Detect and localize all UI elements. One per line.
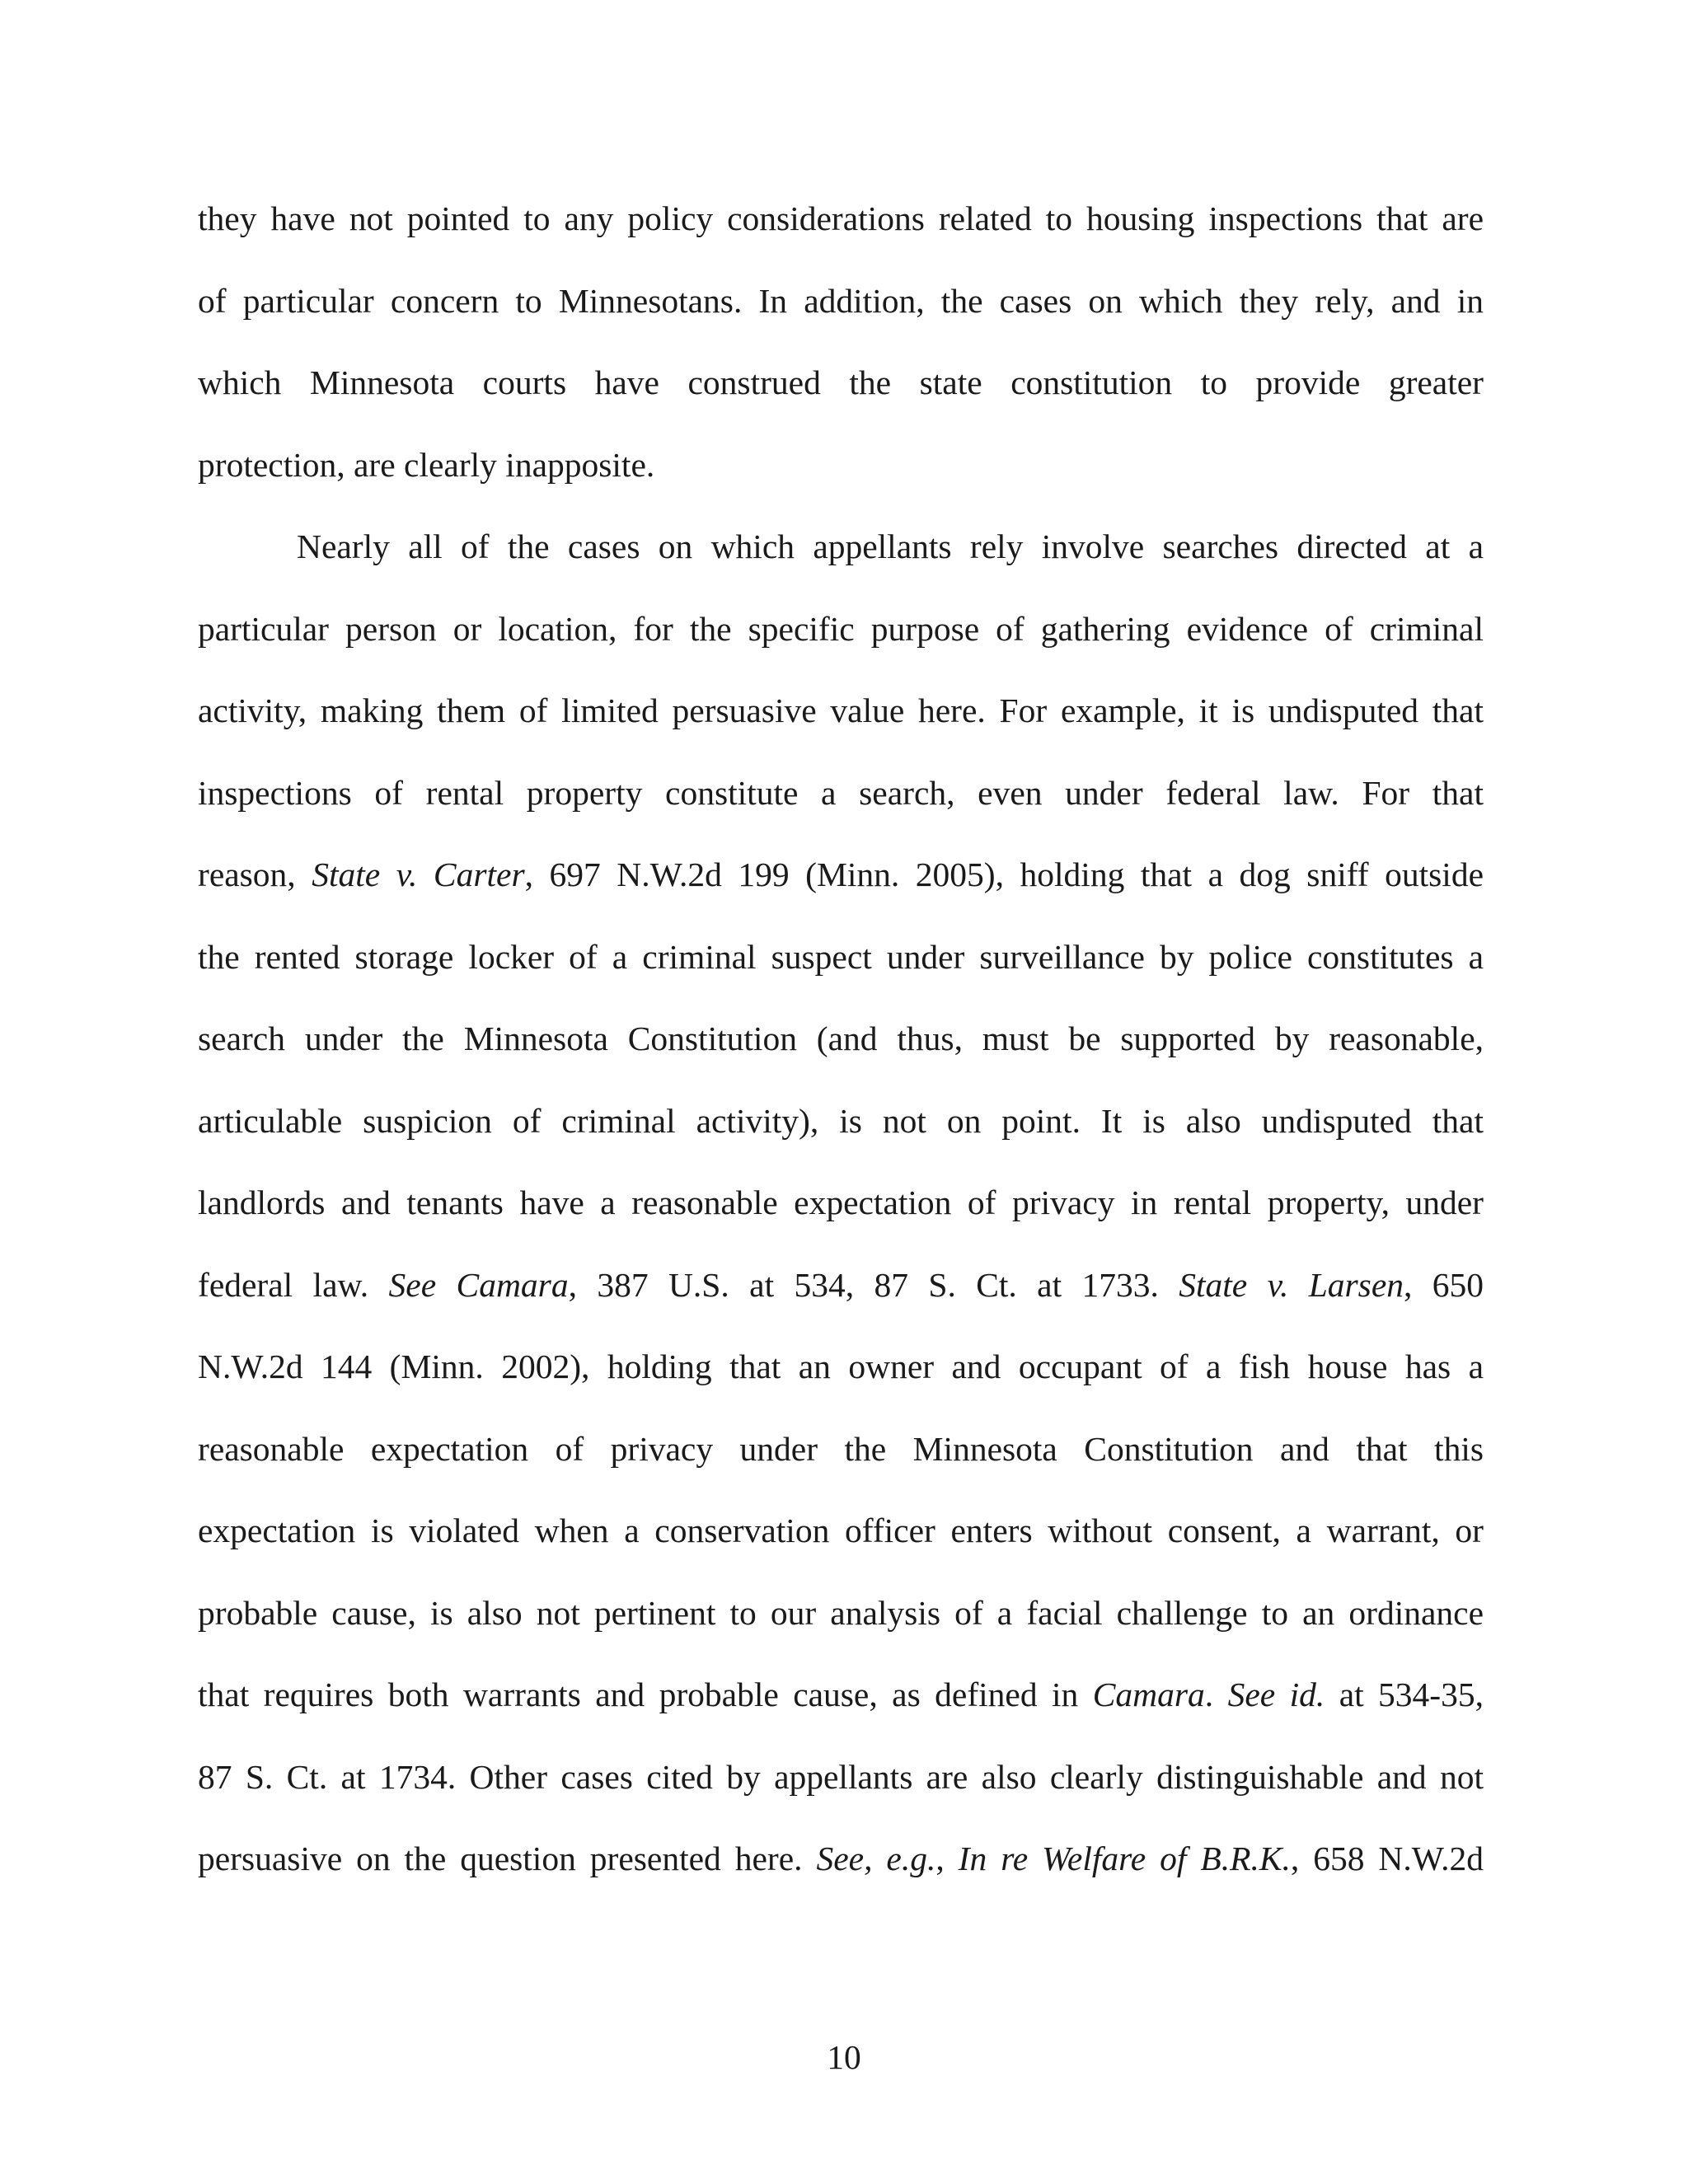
- body-text-segment: federal law.: [198, 1265, 389, 1304]
- page-number: 10: [827, 2038, 861, 2076]
- body-text-segment: persuasive on the question presented here.: [198, 1840, 817, 1877]
- text-line: [198, 768, 1484, 851]
- body-text-segment: of particular concern to Minnesotans. In addition, the cases on which they rely, and in: [198, 281, 1484, 320]
- body-text-segment: which Minnesota courts have construed the state constitution to provide greater: [198, 363, 1484, 401]
- body-text-segment: .: [1204, 1675, 1228, 1713]
- text-line: [198, 1752, 1484, 1835]
- body-text-segment: 87 S. Ct. at 1734. Other cases cited by appellants are also clearly distinguishable and not: [198, 1757, 1484, 1796]
- text-line: [198, 358, 1484, 440]
- citation-italic-text: State v. Carter: [312, 855, 525, 893]
- text-line: [198, 440, 1484, 523]
- citation-italic-text: Camara: [1092, 1675, 1205, 1713]
- body-text-segment: inspections of rental property constitute a search, even under federal law. For that: [198, 773, 1484, 812]
- text-line: [198, 604, 1484, 687]
- citation-italic-text: In re Welfare of B.R.K.: [958, 1840, 1291, 1877]
- text-line: [198, 276, 1484, 359]
- body-text-segment: expectation is violated when a conservation officer enters without consent, a warrant, or: [198, 1511, 1484, 1549]
- body-text-segment: protection, are clearly inapposite.: [198, 445, 655, 484]
- text-line: [198, 1506, 1484, 1588]
- body-text-segment: articulable suspicion of criminal activity), is not on point. It is also undisputed that: [198, 1101, 1484, 1140]
- text-line: [198, 686, 1484, 768]
- body-text-segment: the rented storage locker of a criminal suspect under surveillance by police constitutes a: [198, 937, 1484, 976]
- text-line: [198, 850, 1484, 932]
- body-text-segment: they have not pointed to any policy considerations related to housing inspections that are: [198, 199, 1484, 237]
- body-text-segment: N.W.2d 144 (Minn. 2002), holding that an owner and occupant of a fish house has a: [198, 1347, 1484, 1385]
- text-line: [198, 1178, 1484, 1260]
- citation-italic-text: See, e.g.: [816, 1840, 936, 1877]
- body-text-segment: probable cause, is also not pertinent to our analysis of a facial challenge to an ordinance: [198, 1593, 1484, 1632]
- text-line: [198, 1260, 1484, 1343]
- text-line: [198, 1342, 1484, 1424]
- body-text-segment: , 697 N.W.2d 199 (Minn. 2005), holding that a dog sniff outside: [524, 855, 1484, 893]
- text-line: [198, 1834, 1484, 1916]
- body-text-segment: landlords and tenants have a reasonable expectation of privacy in rental property, under: [198, 1183, 1484, 1221]
- body-text-segment: that requires both warrants and probable cause, as defined in: [198, 1675, 1093, 1713]
- text-line: [198, 932, 1484, 1015]
- body-text: [198, 194, 1484, 1916]
- text-line: [198, 1014, 1484, 1096]
- text-line: [198, 1588, 1484, 1671]
- body-text-segment: , 387 U.S. at 534, 87 S. Ct. at 1733.: [568, 1265, 1179, 1304]
- body-text-segment: , 650: [1404, 1265, 1484, 1304]
- text-line: [198, 194, 1484, 276]
- body-text-segment: reasonable expectation of privacy under the Minnesota Constitution and that this: [198, 1429, 1484, 1468]
- citation-italic-text: State v. Larsen: [1179, 1265, 1404, 1304]
- body-text-segment: Nearly all of the cases on which appellants rely involve searches directed at a: [297, 527, 1484, 565]
- body-text-segment: , 658 N.W.2d: [1290, 1840, 1484, 1877]
- text-line: [198, 1424, 1484, 1507]
- body-text-segment: activity, making them of limited persuasive value here. For example, it is undisputed that: [198, 691, 1484, 729]
- body-text-segment: search under the Minnesota Constitution (and thus, must be supported by reasonable,: [198, 1019, 1484, 1057]
- body-text-segment: reason,: [198, 855, 312, 893]
- citation-italic-text: See Camara: [388, 1265, 569, 1304]
- text-line: [198, 1096, 1484, 1179]
- text-line: [198, 1670, 1484, 1752]
- body-text-segment: ,: [935, 1840, 959, 1877]
- text-line: [198, 522, 1484, 604]
- citation-italic-text: See id.: [1227, 1675, 1325, 1713]
- body-text-segment: at 534-35,: [1325, 1675, 1484, 1713]
- body-text-segment: particular person or location, for the specific purpose of gathering evidence of criminal: [198, 609, 1484, 648]
